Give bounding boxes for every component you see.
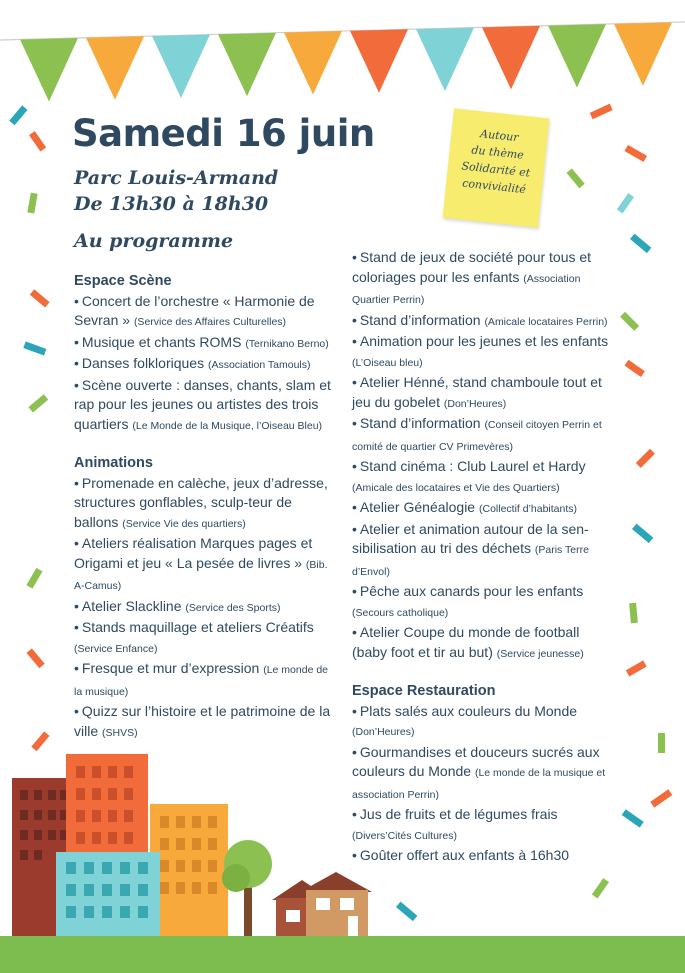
item-organizer: (Service jeunesse) — [496, 647, 584, 660]
bullet-icon: • — [352, 520, 357, 537]
item-text: Atelier Coupe du monde de football (baby foot et tir au but) — [352, 624, 580, 660]
list-item — [352, 702, 614, 743]
item-organizer: (Don’Heures) — [352, 726, 415, 738]
postit-line: convivialité — [461, 176, 527, 197]
bullet-icon: • — [74, 597, 79, 614]
item-organizer: (Service Enfance) — [74, 642, 158, 655]
bullet-icon: • — [74, 619, 79, 635]
item-text: Gourmandises et douceurs sucrés aux couleurs du Monde — [352, 743, 600, 779]
list-item — [352, 248, 614, 311]
program-heading: Au programme — [74, 230, 234, 252]
section-title-espace-restauration: Espace Restauration — [352, 683, 496, 699]
item-organizer: (Divers’Cités Cultures) — [352, 829, 458, 842]
item-organizer: (Association Tamouls) — [207, 359, 311, 371]
item-organizer: (SHVS) — [102, 726, 138, 739]
section-title-espace-scene: Espace Scène — [74, 273, 172, 289]
list-item — [352, 457, 614, 498]
list-item — [74, 702, 336, 743]
bullet-icon: • — [352, 415, 357, 431]
bullet-icon: • — [352, 499, 357, 515]
item-text: Goûter offert aux enfants à 16h30 — [359, 847, 570, 863]
bullet-icon: • — [352, 374, 357, 390]
list-item — [352, 332, 614, 373]
list-item — [74, 534, 336, 597]
item-text: Jus de fruits et de légumes frais — [359, 806, 558, 822]
item-text: Scène ouverte : danses, chants, slam et rap pour les jeunes ou artistes des trois quartiers — [74, 376, 331, 432]
item-text: Quizz sur l’histoire et le patrimoine de la ville — [74, 703, 331, 739]
bullet-icon: • — [352, 806, 357, 822]
item-organizer: (Le Monde de la Musique, l’Oiseau Bleu) — [132, 419, 323, 432]
item-organizer: (Le monde de la musique) — [74, 664, 329, 698]
item-organizer: (Amicale locataires Perrin) — [484, 315, 608, 328]
item-text: Danses folkloriques — [81, 355, 205, 371]
section-title-animations: Animations — [74, 455, 153, 471]
list-item — [352, 373, 614, 414]
event-hours: De 13h30 à 18h30 — [74, 193, 269, 215]
item-text: Fresque et mur d’expression — [81, 660, 260, 676]
list-item — [74, 354, 336, 376]
bullet-icon: • — [74, 703, 79, 719]
event-location: Parc Louis-Armand — [74, 167, 279, 189]
list-item — [74, 292, 336, 333]
bullet-icon: • — [74, 474, 79, 491]
item-text: Stand d’information — [359, 311, 481, 328]
item-text: Atelier et animation autour de la sen-sibilisation au tri des déchets — [352, 520, 589, 556]
item-organizer: (Collectif d’habitants) — [478, 503, 578, 515]
item-text: Stand cinéma : Club Laurel et Hardy — [359, 458, 586, 474]
item-text: Atelier Slackline — [81, 597, 182, 614]
theme-postit-note — [443, 108, 550, 227]
program-left-column — [74, 272, 336, 743]
bullet-icon: • — [74, 292, 79, 309]
city-buildings-illustration — [0, 740, 400, 940]
item-organizer: (Secours catholique) — [352, 606, 449, 619]
item-text: Ateliers réalisation Marques pages et Origami et jeu « La pesée de livres » — [74, 535, 313, 571]
item-organizer: (Paris Terre d’Envol) — [352, 544, 589, 578]
bullet-icon: • — [352, 458, 357, 474]
item-organizer: (Conseil citoyen Perrin et comité de quartier CV Primevères) — [352, 419, 602, 453]
event-date-title: Samedi 16 juin — [72, 112, 375, 155]
bullet-icon: • — [352, 311, 357, 328]
item-organizer: (Bib. A-Camus) — [74, 558, 328, 592]
item-text: Promenade en calèche, jeux d’adresse, structures gonflables, sculp-teur de ballons — [74, 474, 328, 530]
list-item — [352, 498, 614, 520]
item-organizer: (Association Quartier Perrin) — [352, 272, 581, 306]
grass-ground — [0, 936, 685, 973]
bullet-icon: • — [352, 333, 357, 349]
item-text: Musique et chants ROMS — [81, 333, 242, 350]
bullet-icon: • — [352, 702, 357, 719]
bullet-icon: • — [352, 847, 357, 863]
list-item — [74, 376, 336, 437]
item-text: Atelier Hénné, stand chamboule tout et jeu du gobelet — [352, 374, 602, 410]
item-organizer: (Don’Heures) — [443, 397, 507, 410]
postit-line: Autour — [479, 127, 520, 145]
bullet-icon: • — [352, 624, 357, 640]
item-text: Animation pour les jeunes et les enfants — [359, 333, 609, 349]
bullet-icon: • — [74, 333, 79, 350]
list-item — [74, 597, 336, 619]
postit-line: du thème — [470, 143, 525, 162]
list-item — [74, 618, 336, 659]
list-item — [74, 659, 336, 702]
list-item — [352, 311, 614, 333]
item-text: Concert de l’orchestre « Harmonie de Sevran » — [74, 292, 315, 328]
list-item — [352, 623, 614, 664]
item-text: Atelier Généalogie — [359, 499, 476, 515]
item-text: Pêche aux canards pour les enfants — [359, 583, 584, 599]
item-organizer: (Service des Affaires Culturelles) — [133, 316, 287, 328]
postit-line: Solidarité et — [460, 159, 531, 180]
item-text: Plats salés aux couleurs du Monde — [359, 702, 578, 719]
bullet-icon: • — [74, 376, 79, 393]
item-organizer: (Amicale des locataires et Vie des Quartiers) — [352, 481, 560, 494]
item-organizer: (Le monde de la musique et association Perrin) — [352, 767, 606, 801]
list-item — [352, 520, 614, 583]
bullet-icon: • — [74, 660, 79, 676]
item-organizer: (Service Vie des quartiers) — [122, 517, 246, 530]
list-item — [74, 333, 336, 355]
item-text: Stand d’information — [359, 415, 481, 431]
bullet-icon: • — [352, 583, 357, 599]
item-text: Stand de jeux de société pour tous et coloriages pour les enfants — [352, 249, 592, 285]
bullet-icon: • — [74, 535, 79, 551]
bullet-icon: • — [352, 743, 357, 760]
list-item — [74, 474, 336, 535]
item-organizer: (L’Oiseau bleu) — [352, 356, 423, 369]
bullet-icon: • — [352, 249, 357, 265]
list-item — [352, 582, 614, 623]
bullet-icon: • — [74, 355, 79, 371]
item-text: Stands maquillage et ateliers Créatifs — [81, 619, 314, 635]
list-item — [352, 414, 614, 457]
item-organizer: (Ternikano Berno) — [245, 337, 329, 350]
item-organizer: (Service des Sports) — [185, 601, 281, 614]
